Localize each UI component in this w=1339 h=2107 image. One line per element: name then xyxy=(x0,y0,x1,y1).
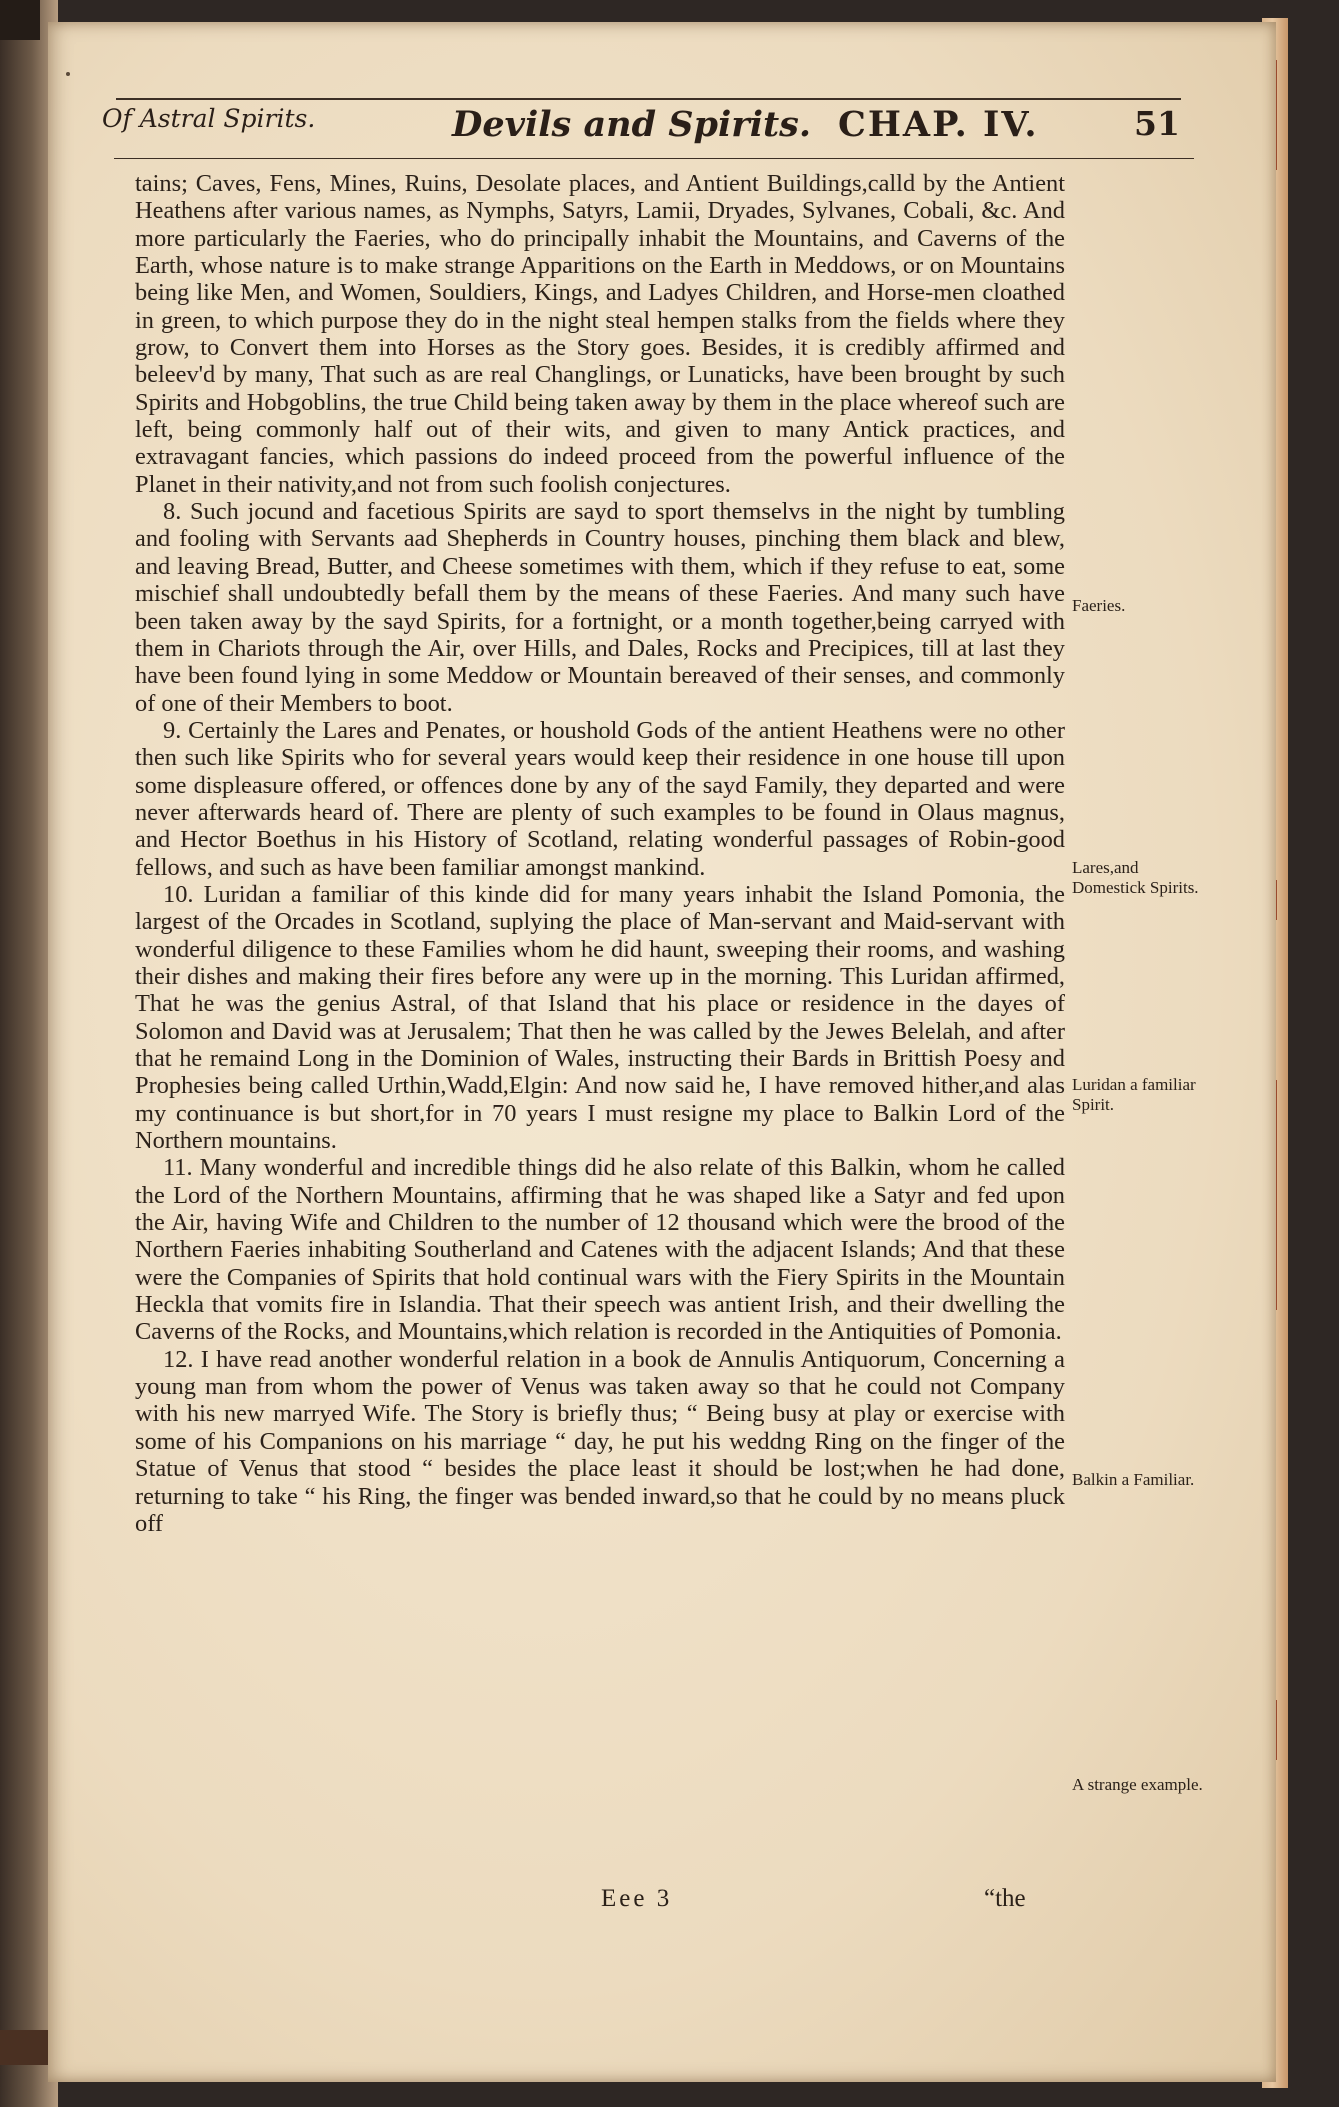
binding-corner xyxy=(0,2030,48,2065)
paragraph: 12. I have read another wonderful relation in a book de Annulis Antiquorum, Concerning a young man from whom the power of Venus was taken away so that he could not Company with his new marryed Wife. The Story is briefly thus; “ Being busy at play or exercise with some of his Companions on his marriage “ day, he put his weddng Ring on the finger of the Statue of Venus that stood “ besides the place least it should be lost;when he had done, returning to take “ his Ring, the finger was bended inward,so that he could by no means pluck off xyxy=(135,1345,1065,1537)
margin-note: Faeries. xyxy=(1072,596,1126,615)
speck xyxy=(66,72,70,76)
body-text xyxy=(135,170,1065,1537)
margin-note: A strange example. xyxy=(1072,1775,1203,1794)
paragraph: 11. Many wonderful and incredible things did he also relate of this Balkin, whom he called the Lord of the Northern Mountains, affirming that he was shaped like a Satyr and fed upon the Air, having Wife and Children to the number of 12 thousand which were the brood of the Northern Faeries inhabiting Southerland and Catenes with the adjacent Islands; And that these were the Companies of Spirits that hold continual wars with the Fiery Spirits in the Mountain Heckla that vomits fire in Islandia. That their speech was antient Irish, and their dwelling the Caverns of the Rocks, and Mountains,which relation is recorded in the Antiquities of Pomonia. xyxy=(135,1154,1065,1346)
paragraph: 8. Such jocund and facetious Spirits are sayd to sport themselvs in the night by tumbling and fooling with Servants aad Shepherds in Country houses, pinching them black and blew, and leaving Bread, Butter, and Cheese sometimes with them, which if they refuse to eat, some mischief shall undoubtedly befall them by the means of these Faeries. And many such have been taken away by the sayd Spirits, for a fortnight, or a month together,being carryed with them in Chariots through the Air, over Hills, and Dales, Rocks and Precipices, till at last they have been found lying in some Meddow or Mountain bereaved of their senses, and commonly of one of their Members to boot. xyxy=(135,498,1065,717)
page-number: 51 xyxy=(1134,104,1180,143)
margin-note: Luridan a familiar Spirit. xyxy=(1072,1075,1196,1114)
binding-corner xyxy=(0,0,40,40)
paragraph: 9. Certainly the Lares and Penates, or houshold Gods of the antient Heathens were no other then such like Spirits who for several years would keep their residence in one house till upon some displeasure offered, or offences done by any of the sayd Family, they departed and were never afterwards heard of. There are plenty of such examples to be found in Olaus magnus, and Hector Boethus in his History of Scotland, relating wonderful passages of Robin-good fellows, and such as have been familiar amongst mankind. xyxy=(135,716,1065,881)
header-underline xyxy=(114,158,1194,159)
header-rule xyxy=(116,98,1181,100)
signature-mark: Eee 3 xyxy=(601,1885,673,1912)
margin-note: Lares,and Domestick Spirits. xyxy=(1072,858,1199,897)
paragraph: tains; Caves, Fens, Mines, Ruins, Desolate places, and Antient Buildings,calld by the Antient Heathens after various names, as Nymphs, Satyrs, Lamii, Dryades, Sylvanes, Cobali, &c. And more particularly the Faeries, who do principally inhabit the Mountains, and Caverns of the Earth, whose nature is to make strange Apparitions on the Earth in Meddows, or on Mountains being like Men, and Women, Souldiers, Kings, and Ladyes Children, and Horse-men cloathed in green, to which purpose they do in the night steal hempen stalks from the fields where they grow, to Convert them into Horses as the Story goes. Besides, it is credibly affirmed and beleev'd by many, That such as are real Changlings, or Lunaticks, have been brought by such Spirits and Hobgoblins, the true Child being taken away by them in the place whereof such are left, being commonly half out of their wits, and given to many Antick practices, and extravagant fancies, which passions do indeed proceed from the powerful influence of the Planet in their nativity,and not from such foolish conjectures. xyxy=(135,170,1065,498)
catchword: “the xyxy=(984,1885,1026,1912)
running-head-left: Of Astral Spirits. xyxy=(102,104,316,133)
running-head-title: Devils and Spirits. xyxy=(452,104,812,145)
margin-note: Balkin a Familiar. xyxy=(1072,1470,1195,1489)
chapter-heading: CHAP. IV. xyxy=(838,104,1039,145)
paragraph: 10. Luridan a familiar of this kinde did for many years inhabit the Island Pomonia, the largest of the Orcades in Scotland, suplying the place of Man-servant and Maid-servant with wonderful diligence to these Families whom he did haunt, sweeping their rooms, and washing their dishes and making their fires before any were up in the morning. This Luridan affirmed, That he was the genius Astral, of that Island that his place or residence in the dayes of Solomon and David was at Jerusalem; That then he was called by the Jewes Belelah, and after that he remaind Long in the Dominion of Wales, instructing their Bards in Brittish Poesy and Prophesies being called Urthin,Wadd,Elgin: And now said he, I have removed hither,and alas my continuance is but short,for in 70 years I must resigne my place to Balkin Lord of the Northern mountains. xyxy=(135,880,1065,1155)
